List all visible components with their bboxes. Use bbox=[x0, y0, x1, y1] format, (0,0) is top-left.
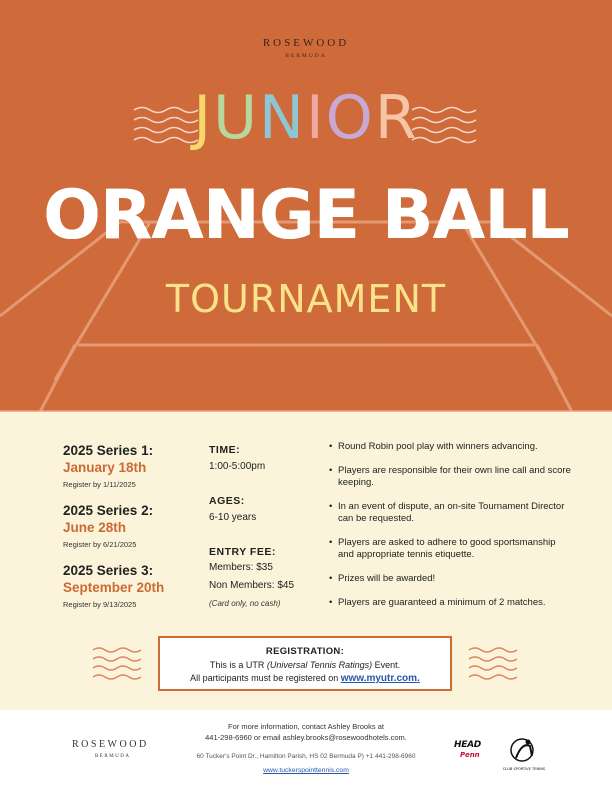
series-title: 2025 Series 3: bbox=[63, 563, 154, 578]
footer-url-line bbox=[168, 765, 444, 774]
series-2 bbox=[63, 502, 203, 552]
footer-website-link[interactable]: www.tuckerspointtennis.com bbox=[263, 767, 349, 774]
entry-fee-label: ENTRY FEE: bbox=[209, 546, 276, 558]
fee-members: Members: $35 bbox=[209, 562, 273, 573]
series-date: September 20th bbox=[63, 580, 165, 595]
ages-label: AGES: bbox=[209, 495, 245, 507]
utr-link[interactable]: www.myutr.com. bbox=[340, 673, 420, 684]
footer-email-line: 441-298-6960 or email ashley.brooks@rosewoodhotels.com. bbox=[205, 733, 407, 742]
head-logo: HEAD bbox=[454, 740, 481, 750]
brand-location: BERMUDA bbox=[285, 53, 327, 59]
ages-value: 6-10 years bbox=[209, 512, 257, 523]
footer-contact-line: For more information, contact Ashley Brooks at bbox=[228, 722, 384, 731]
rule-item: • In an event of dispute, an on-site Tournament Director can be requested. bbox=[329, 501, 565, 524]
title-junior-letter: R bbox=[374, 83, 419, 153]
title-junior bbox=[0, 83, 612, 153]
footer-address: 60 Tucker's Point Dr., Hamilton Parish, HS 02 Bermuda P) +1 441-298-6960 bbox=[196, 753, 416, 760]
series-register-by: Register by 9/13/2025 bbox=[63, 600, 137, 609]
club-tennis-logo bbox=[502, 736, 546, 776]
wave-decoration-right-bottom bbox=[468, 645, 518, 681]
svg-text:CLUB SPORTIVE TENNIS: CLUB SPORTIVE TENNIS bbox=[502, 767, 546, 771]
title-junior-letter: U bbox=[213, 83, 260, 153]
rule-item: • Players are asked to adhere to good sportsmanship and appropriate tennis etiquette. bbox=[329, 537, 556, 560]
rule-item: • Round Robin pool play with winners advancing. bbox=[329, 441, 538, 452]
wave-decoration-left-bottom bbox=[92, 645, 142, 681]
title-junior-letter: I bbox=[305, 83, 326, 153]
fee-note: (Card only, no cash) bbox=[209, 599, 281, 608]
series-title: 2025 Series 2: bbox=[63, 503, 154, 518]
rule-item: • Prizes will be awarded! bbox=[329, 573, 436, 584]
series-3 bbox=[63, 562, 203, 612]
series-register-by: Register by 6/21/2025 bbox=[63, 540, 137, 549]
registration-link-line: All participants must be registered on www.myutr.com. bbox=[190, 673, 420, 684]
footer-brand-name: ROSEWOOD bbox=[72, 739, 149, 750]
brand-name: ROSEWOOD bbox=[262, 37, 350, 49]
registration-box bbox=[158, 636, 452, 691]
registration-title: REGISTRATION: bbox=[265, 646, 345, 657]
title-main: ORANGE BALL bbox=[43, 176, 569, 255]
fee-non-members: Non Members: $45 bbox=[209, 580, 295, 591]
series-date: January 18th bbox=[63, 460, 147, 475]
title-junior-letter: J bbox=[193, 83, 214, 153]
footer-brand-location: BERMUDA bbox=[95, 754, 131, 759]
rules-list bbox=[329, 441, 574, 621]
penn-logo: Penn bbox=[460, 751, 480, 759]
title-subtitle: TOURNAMENT bbox=[165, 277, 447, 321]
series-title: 2025 Series 1: bbox=[63, 443, 154, 458]
series-register-by: Register by 1/11/2025 bbox=[63, 480, 136, 489]
registration-utr-line: This is a UTR (Universal Tennis Ratings) Event. bbox=[209, 660, 401, 670]
series-1 bbox=[63, 442, 203, 492]
title-junior-letter: N bbox=[259, 83, 306, 153]
rule-item: • Players are guaranteed a minimum of 2 matches. bbox=[329, 597, 546, 608]
time-value: 1:00-5:00pm bbox=[209, 461, 266, 472]
title-junior-letter: O bbox=[325, 83, 375, 153]
series-date: June 28th bbox=[63, 520, 127, 535]
time-label: TIME: bbox=[209, 444, 241, 456]
footer bbox=[0, 710, 612, 792]
rule-item: • Players are responsible for their own line call and score keeping. bbox=[329, 465, 571, 488]
